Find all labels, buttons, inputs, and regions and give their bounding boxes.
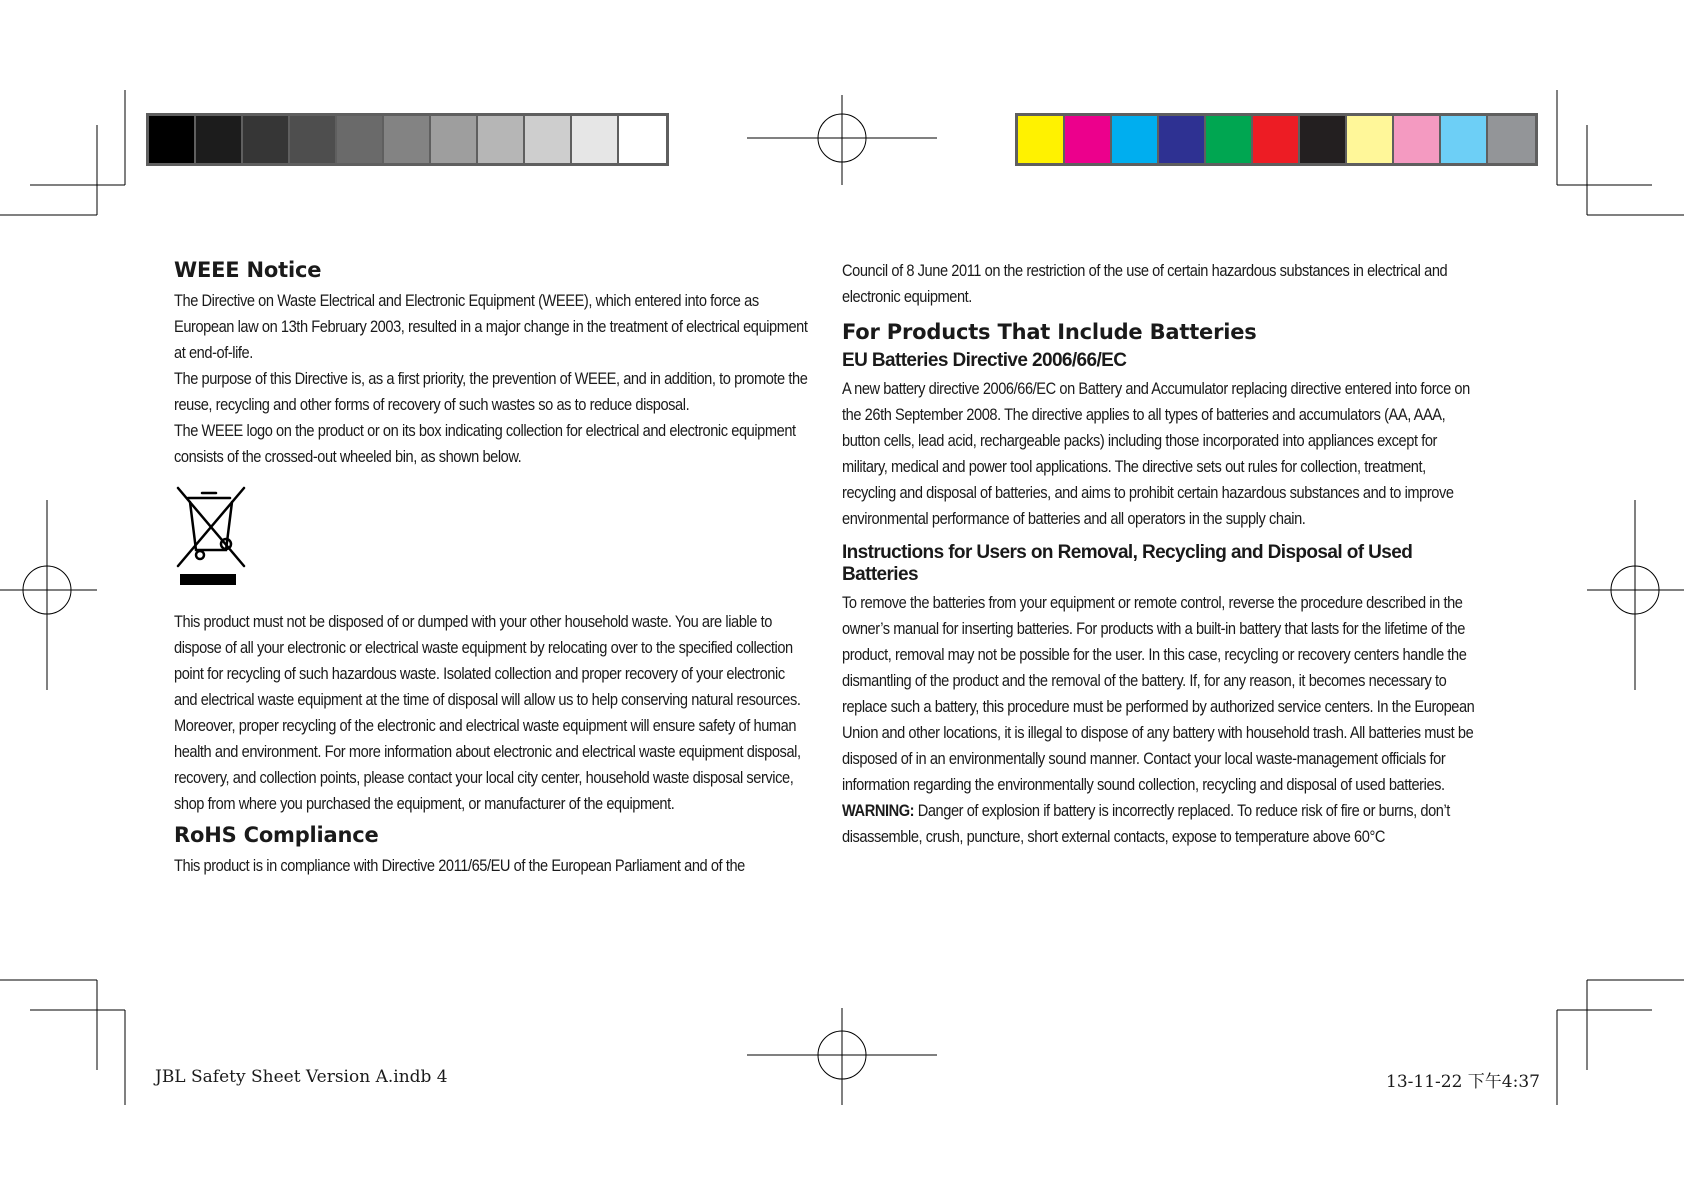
process-swatch-4 [1159,116,1206,163]
warning-paragraph [842,798,1478,850]
grayscale-swatch-11 [619,116,666,163]
process-color-bar [1015,113,1538,166]
rohs-heading: RoHS Compliance [174,823,379,847]
crossed-out-wheeled-bin-icon [174,484,248,588]
eu-batteries-paragraph: A new battery directive 2006/66/EC on Battery and Accumulator replacing directive entered into force on the 26th September 2008. The directive applies to all types of batteries and accumulators (AA, AAA, button cells, lead acid, rechargeable packs) including those incorporated into appliances except for military, medical and power tool applications. The directive sets out rules for collection, treatment, recycling and disposal of batteries, and aims to prohibit certain hazardous substances and to improve environmental performance of batteries and all operators in the supply chain. [842,379,1470,528]
footer-timestamp: 13-11-22 下午4:37 [1386,1072,1540,1092]
process-swatch-10 [1441,116,1488,163]
process-swatch-5 [1206,116,1253,163]
grayscale-swatch-2 [196,116,243,163]
rohs-paragraph: This product is in compliance with Directive 2011/65/EU of the European Parliament and of the [174,856,745,875]
rohs-paragraph-continued: Council of 8 June 2011 on the restriction of the use of certain hazardous substances in electrical and electronic equipment. [842,261,1448,306]
process-swatch-7 [1300,116,1347,163]
grayscale-swatch-8 [478,116,525,163]
warning-text: Danger of explosion if battery is incorrectly replaced. To reduce risk of fire or burns, don’t disassemble, crush, puncture, short external contacts, expose to temperature above 60°C [842,801,1450,846]
process-swatch-3 [1112,116,1159,163]
process-swatch-8 [1347,116,1394,163]
instructions-heading: Instructions for Users on Removal, Recycling and Disposal of Used Batteries [842,542,1413,585]
process-swatch-9 [1394,116,1441,163]
process-swatch-2 [1065,116,1112,163]
footer-file-name: JBL Safety Sheet Version A.indb 4 [155,1067,448,1087]
weee-paragraph-4: This product must not be disposed of or dumped with your other household waste. You are liable to dispose of all your electronic or electrical waste equipment by relocating over to the specified collection point for recycling of such hazardous waste. Isolated collection and proper recovery of your electronic and electrical waste equipment at the time of disposal will allow us to help conserving natural resources. Moreover, proper recycling of the electronic and electrical waste equipment will ensure safety of human health and environment. For more information about electronic and electrical waste equipment disposal, recovery, and collection points, please contact your local city center, household waste disposal service, shop from where you purchased the equipment, or manufacturer of the equipment. [174,612,801,813]
process-swatch-11 [1488,116,1535,163]
grayscale-swatch-10 [572,116,619,163]
right-column [842,258,1478,850]
process-swatch-1 [1018,116,1065,163]
grayscale-swatch-5 [337,116,384,163]
grayscale-swatch-1 [149,116,196,163]
grayscale-swatch-4 [290,116,337,163]
grayscale-swatch-9 [525,116,572,163]
weee-paragraph-2: The purpose of this Directive is, as a first priority, the prevention of WEEE, and in addition, to promote the reuse, recycling and other forms of recovery of such wastes so as to reduce disposal. [174,369,808,414]
grayscale-color-bar [146,113,669,166]
warning-label: WARNING: [842,801,915,820]
grayscale-swatch-6 [384,116,431,163]
left-column [174,258,808,879]
batteries-heading: For Products That Include Batteries [842,320,1257,344]
process-swatch-6 [1253,116,1300,163]
weee-paragraph-3: The WEEE logo on the product or on its box indicating collection for electrical and electronic equipment consists of the crossed-out wheeled bin, as shown below. [174,421,796,466]
grayscale-swatch-7 [431,116,478,163]
weee-notice-heading: WEEE Notice [174,258,322,282]
grayscale-swatch-3 [243,116,290,163]
weee-paragraph-1: The Directive on Waste Electrical and Electronic Equipment (WEEE), which entered into force as European law on 13th February 2003, resulted in a major change in the treatment of electrical equipment at end-of-life. [174,291,808,362]
eu-batteries-heading: EU Batteries Directive 2006/66/EC [842,350,1127,371]
instructions-paragraph: To remove the batteries from your equipment or remote control, reverse the procedure described in the owner’s manual for inserting batteries. For products with a built-in battery that lasts for the lifetime of the product, removal may not be possible for the user. In this case, recycling or recovery centers handle the dismantling of the product and the removal of the battery. If, for any reason, it becomes necessary to replace such a battery, this procedure must be performed by authorized service centers. In the European Union and other locations, it is illegal to dispose of any battery with household trash. All batteries must be disposed of in an environmentally sound manner. Contact your local waste-management officials for information regarding the environmentally sound collection, recycling and disposal of used batteries. [842,593,1475,794]
